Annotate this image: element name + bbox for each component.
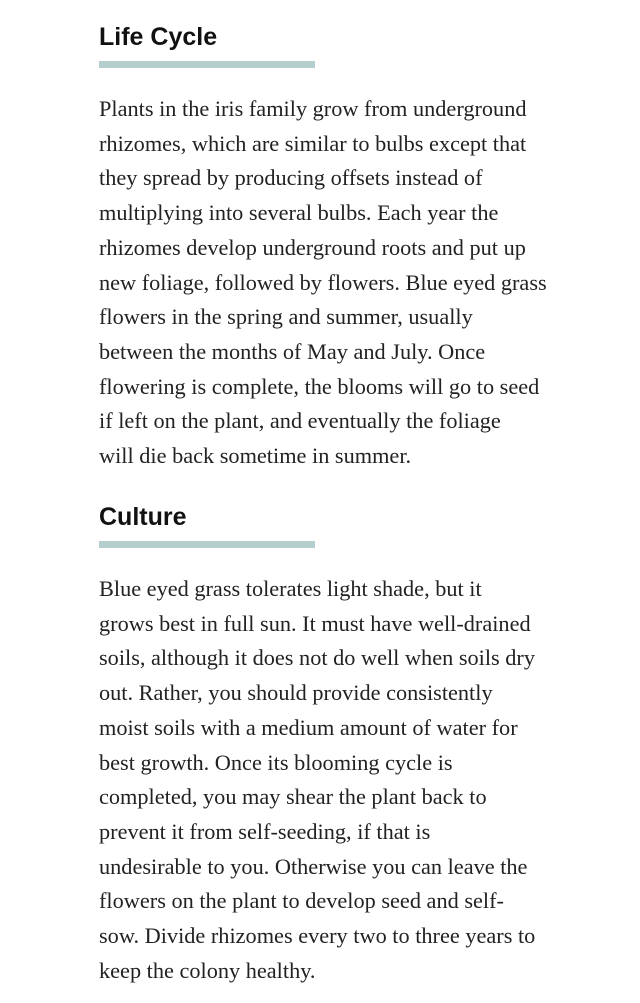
life-cycle-paragraph: Plants in the iris family grow from underground rhizomes, which are similar to bulbs except that they spread by producing offsets instead of multiplying into several bulbs. Each year the rhizomes develop underground roots and put up new foliage, followed by flowers. Blue eyed grass flowers in the spring and summer, usually between the months of May and July. Once flowering is complete, the blooms will go to seed if left on the plant, and eventually the foliage will die back sometime in summer. xyxy=(99,96,547,469)
culture-heading-underline xyxy=(99,541,315,548)
life-cycle-heading: Life Cycle xyxy=(99,23,218,51)
life-cycle-heading-underline xyxy=(99,61,315,68)
culture-paragraph: Blue eyed grass tolerates light shade, but it grows best in full sun. It must have well-drained soils, although it does not do well when soils dry out. Rather, you should provide consistently moist soils with a medium amount of water for best growth. Once its blooming cycle is completed, you may shear the plant back to prevent it from self-seeding, if that is undesirable to you. Otherwise you can leave the flowers on the plant to develop seed and self- sow. Divide rhizomes every two to three years to keep the colony healthy. xyxy=(99,576,536,983)
culture-heading: Culture xyxy=(99,503,187,531)
